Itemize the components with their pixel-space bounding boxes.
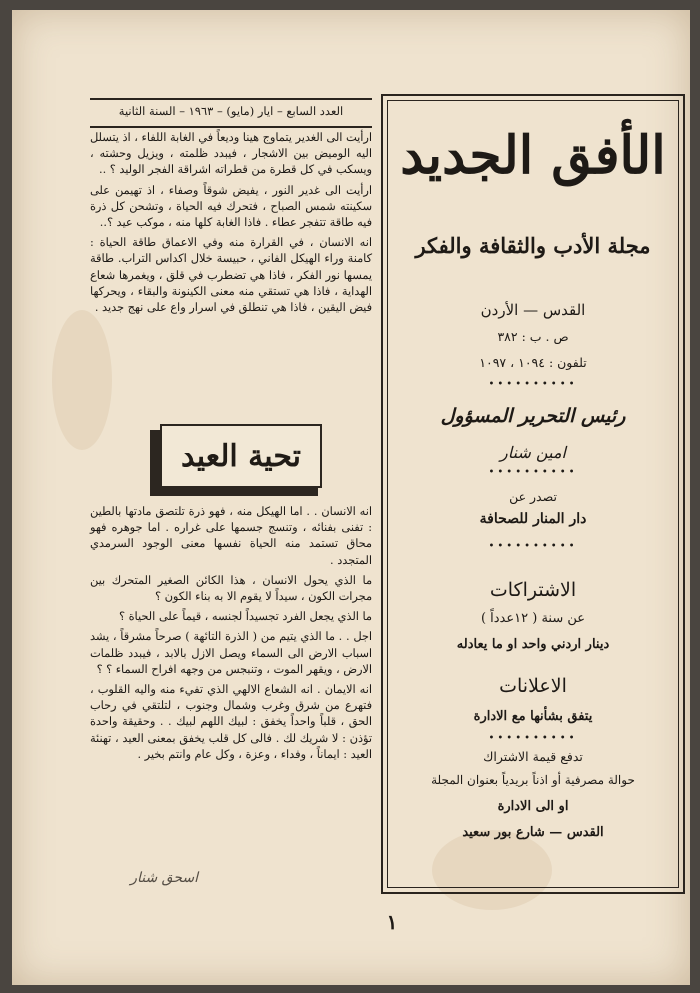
article-paragraph: انه الانسان ، في القرارة منه وفي الاعماق طاقة الحياة : كامنة وراء الهيكل الفاني ، حبيسة خلال اكداس التراب. طاقة يمسها نور الفكر ، فاذا هي تضطرب في قلق ، ويغمرها شعاع الهداية ، فاذا هي تستقي منه معنى الكينونة والبقاء ، ويحركها فيض اليقين ، فاذا هي تنطلق في اسرار واع على نهج جديد . <box>90 236 372 315</box>
separator: •••••••••• <box>488 467 578 478</box>
phone-numbers: تلفون : ١٠٩٤ ، ١٠٩٧ <box>479 355 587 370</box>
payment-text: حوالة مصرفية أو اذناً بريدياً بعنوان المجلة <box>431 773 635 787</box>
payment-title: تدفع قيمة الاشتراك <box>483 749 583 764</box>
article-heading-box <box>150 424 324 496</box>
publisher-name: دار المنار للصحافة <box>479 511 587 527</box>
address: القدس — شارع بور سعيد <box>462 825 604 840</box>
po-box: ص . ب : ٣٨٢ <box>497 329 569 344</box>
subscription-year: عن سنة ( ١٢عدداً ) <box>480 611 586 626</box>
subscription-price: دينار اردني واحد او ما يعادله <box>456 637 610 652</box>
page-number: ١ <box>386 910 398 934</box>
article-bottom <box>90 504 372 767</box>
article-paragraph: ما الذي يحول الانسان ، هذا الكائن الصغير المتحرك بين مجرات الكون ، سيداً لا يقوم الا به بناء الكون ؟ <box>90 573 372 604</box>
masthead-inner-border <box>387 100 679 888</box>
article-paragraph: ما الذي يجعل الفرد تجسيداً لجنسه ، قيماً على الحياة ؟ <box>119 610 372 624</box>
article-paragraph: اجل . . ما الذي يتيم من ( الذرة التائهة ) صرحاً مشرقاً ، يشد اسباب الارض الى السماء ويصل الازل بالابد ، فيبدد ظلمات الارض ، ويقهر الموت ، وتنبجس من وجهه افراح السماء ؟ ؟ <box>90 630 372 676</box>
separator: •••••••••• <box>488 733 578 744</box>
separator: •••••••••• <box>488 541 578 552</box>
separator: •••••••••• <box>488 379 578 390</box>
subscriptions-title: الاشتراكات <box>489 579 577 601</box>
article-paragraph: انه الانسان . . اما الهيكل منه ، فهو ذرة تلتصق مادتها بالطين : تفنى بفنائه ، وتنسج جسمها على غراره . اما جوهره فهو محاق تستمد منه الحياة نفسها معنى الوجود السرمدي المتجدد . <box>90 505 372 567</box>
author-signature: اسحق شنار <box>130 870 198 886</box>
issue-header: العدد السابع – ايار (مايو) – ١٩٦٣ – السنة الثانية <box>90 98 372 128</box>
ads-title: الاعلانات <box>499 675 567 697</box>
magazine-page <box>12 10 690 985</box>
issued-by: تصدر عن <box>509 489 557 504</box>
masthead-box <box>381 94 685 894</box>
magazine-subtitle: مجلة الأدب والثقافة والفكر <box>415 233 651 258</box>
article-heading: تحية العيد <box>160 424 322 488</box>
article-top <box>90 130 372 320</box>
magazine-title: الأفق الجديد <box>400 125 666 186</box>
or-admin: او الى الادارة <box>497 799 569 814</box>
paper-stain <box>52 310 112 450</box>
ads-text: يتفق بشأنها مع الادارة <box>473 709 593 724</box>
editor-label: رئيس التحرير المسؤول <box>440 405 626 427</box>
editor-name: امين شنار <box>500 443 566 462</box>
article-paragraph: انه الايمان . انه الشعاع الالهي الذي تفيء منه واليه القلوب ، فتهرع من شرق وغرب وشمال وجنوب ، لتلتقي في رحاب الحق ، قلباً واحداً يخفق : لبيك اللهم لبيك . . وحقيقة واحدة تؤذن : لا شريك لك . فالى كل قلب يخفق بمعنى العيد ، تهنئة العيد : ايماناً ، وفداء ، وعزة ، وكل عام وانتم بخير . <box>90 683 372 761</box>
article-paragraph: ارأيت الى الغدير يتماوج هينا وديعاً في الغابة اللفاء ، اذ يتسلل اليه الوميض بين الاشجار ، فيبدد ظلمته ، ويزيل وحشته ، ويسكب في كل قطرة من قطراته اشراقة الفجر الوليد ؟ .. <box>90 131 372 177</box>
city-line: القدس — الأردن <box>480 301 586 319</box>
article-paragraph: ارأيت الى غدير النور ، يفيض شوقاً وصفاء ، اذ تهيمن على سكينته شمس الصباح ، فتحرك فيه الحياة ، وتشحن كل ذرة فيه طاقة تتفجر عطاء . فاذا الغابة كلها منه ، موكب عيد ؟.. <box>90 183 372 230</box>
